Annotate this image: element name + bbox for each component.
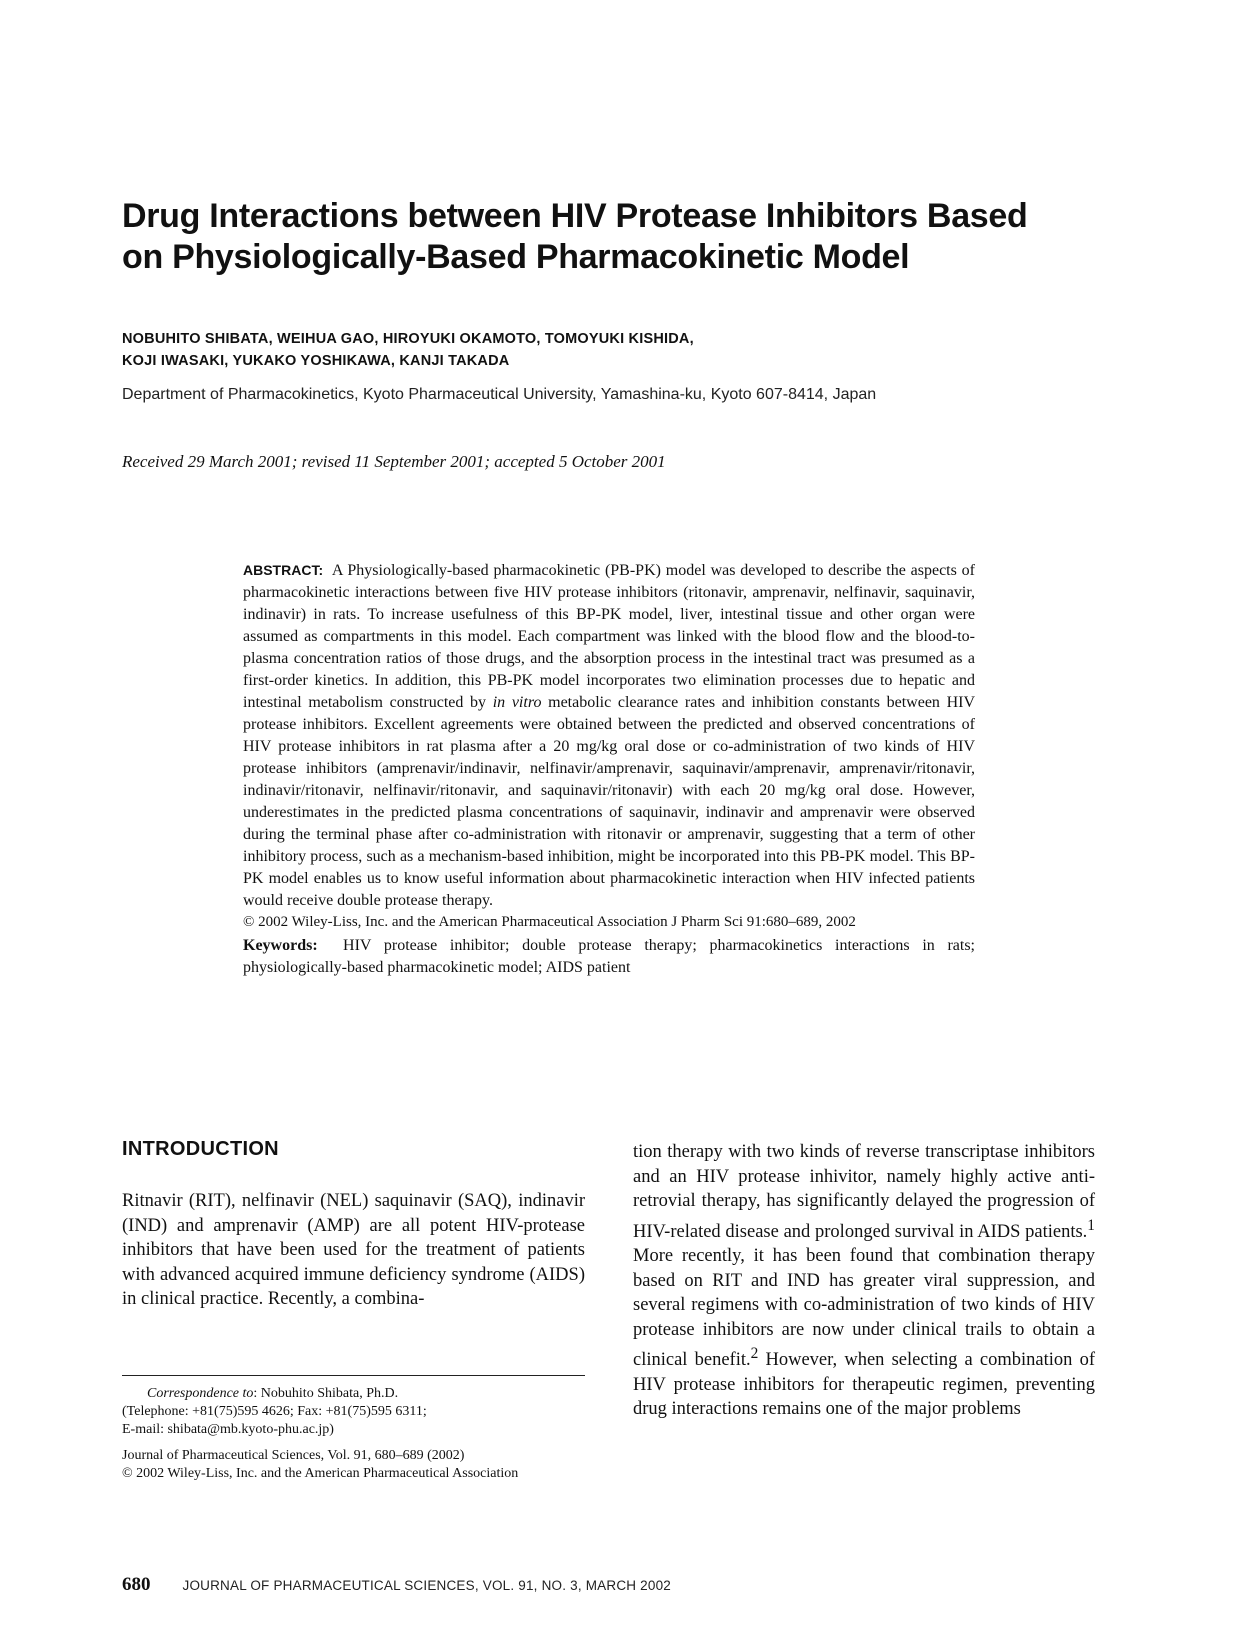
- affiliation: Department of Pharmacokinetics, Kyoto Pharmaceutical University, Yamashina-ku, Kyoto 607-8414, Japan: [122, 386, 877, 403]
- intro-right-part2: More recently, it has been found that combination therapy based on RIT and IND has greater viral suppression, and several regimens with co-administration of two kinds of HIV protease inhibitors are now under clinical trails to obtain a clinical benefit.: [633, 1246, 1095, 1371]
- article-title: [122, 196, 1102, 278]
- intro-right-part3: However, when selecting a combination of HIV protease inhibitors for therapeutic regimen, preventing drug interactions remains one of the major problems: [633, 1350, 1095, 1420]
- correspondence-line: [122, 1385, 585, 1403]
- abstract-label: ABSTRACT:: [243, 562, 324, 578]
- authors-line-1: NOBUHITO SHIBATA, WEIHUA GAO, HIROYUKI OKAMOTO, TOMOYUKI KISHIDA,: [122, 331, 694, 347]
- footnote: [122, 1385, 585, 1483]
- introduction-right-column: [633, 1140, 1095, 1422]
- introduction-heading: INTRODUCTION: [122, 1138, 279, 1160]
- page-number: 680: [122, 1574, 151, 1595]
- introduction-left-column: Ritnavir (RIT), nelfinavir (NEL) saquinavir (SAQ), indinavir (IND) and amprenavir (AMP) are all potent HIV-protease inhibitors that have been used for the treatment of patients with advanced acquired immune deficiency syndrome (AIDS) in clinical practice. Recently, a combina-: [122, 1191, 585, 1309]
- title-line-2: on Physiologically-Based Pharmacokinetic Model: [122, 238, 910, 276]
- journal-note: [122, 1447, 585, 1483]
- intro-right-part1: tion therapy with two kinds of reverse transcriptase inhibitors and an HIV protease inhivitor, namely highly active anti-retrovial therapy, has significantly delayed the progression of HIV-​related disease and prolonged survival in AIDS patients.: [633, 1142, 1095, 1242]
- footnote-divider: [122, 1375, 585, 1376]
- author-list: [122, 328, 1022, 372]
- reference-1[interactable]: 1: [1087, 1216, 1095, 1234]
- keywords-label: Keywords:: [243, 937, 318, 954]
- journal-line-2: © 2002 Wiley-Liss, Inc. and the American Pharmaceutical Association: [122, 1466, 519, 1481]
- received-dates: Received 29 March 2001; revised 11 September 2001; accepted 5 October 2001: [122, 452, 666, 471]
- correspondence-name: : Nobuhito Shibata, Ph.D.: [253, 1386, 399, 1401]
- abstract-text-part2: metabolic clearance rates and inhibition constants between HIV protease inhibitors. Excellent agreements were obtained between the predicted and observed concentrations of HIV protease inhibitors in rat plasma after a 20 mg/kg oral dose or co-administration of two kinds of HIV protease inhibitors (amprenavir/​indinavir, nelfinavir/​amprenavir, saquinavir/​amprenavir, amprenavir/​ritonavir, indinavir/​ritonavir, nelfinavir/​ritonavir, and saquinavir/​ritonavir) with each 20 mg/kg oral dose. However, underestimates in the predicted plasma concentrations of saquinavir, indinavir and amprenavir were observed during the terminal phase after co-administration with ritonavir or amprenavir, suggesting that a term of other inhibitory process, such as a mechanism-based inhibition, might be incorporated into this PB-PK model. This BP-PK model enables us to know useful information about pharmacokinetic interaction when HIV infected patients would receive double protease therapy.: [243, 694, 976, 909]
- abstract-body: [243, 559, 975, 912]
- contact-line-1: (Telephone: +81(75)595 4626; Fax: +81(75)595 6311;: [122, 1404, 427, 1419]
- authors-line-2: KOJI IWASAKI, YUKAKO YOSHIKAWA, KANJI TAKADA: [122, 353, 510, 369]
- keywords: [243, 935, 975, 979]
- correspondence-label: Correspondence to: [147, 1386, 254, 1401]
- title-line-1: Drug Interactions between HIV Protease Inhibitors Based: [122, 197, 1028, 235]
- abstract-copyright: © 2002 Wiley-Liss, Inc. and the American Pharmaceutical Association J Pharm Sci 91:680–689, 2002: [243, 914, 856, 930]
- abstract-text-part1: A Physiologically-based pharmacokinetic (PB-PK) model was developed to describe the aspects of pharmacokinetic interactions between five HIV protease inhibitors (ritonavir, amprenavir, nelfinavir, saquinavir, indinavir) in rats. To increase usefulness of this BP-PK model, liver, intestinal tissue and other organ were assumed as compartments in this model. Each compartment was linked with the blood flow and the blood-to-plasma concentration ratios of those drugs, and the absorption process in the intestinal tract was presumed as a first-order kinetics. In addition, this PB-PK model incorporates two elimination processes due to hepatic and intestinal metabolism constructed by: [243, 562, 975, 711]
- running-footer: JOURNAL OF PHARMACEUTICAL SCIENCES, VOL. 91, NO. 3, MARCH 2002: [182, 1578, 672, 1593]
- journal-line-1: Journal of Pharmaceutical Sciences, Vol. 91, 680–689 (2002): [122, 1448, 465, 1463]
- keywords-text: HIV protease inhibitor; double protease therapy; pharmacokinetics interactions in rats; physiologically-based pharmacokinetic model; AIDS patient: [243, 937, 976, 976]
- reference-2[interactable]: 2: [750, 1345, 759, 1363]
- abstract-block: [243, 559, 975, 979]
- page-footer: [122, 1574, 671, 1596]
- abstract-text-italic: in vitro: [492, 694, 542, 711]
- contact-line-2: E-mail: shibata@mb.kyoto-phu.ac.jp): [122, 1422, 334, 1437]
